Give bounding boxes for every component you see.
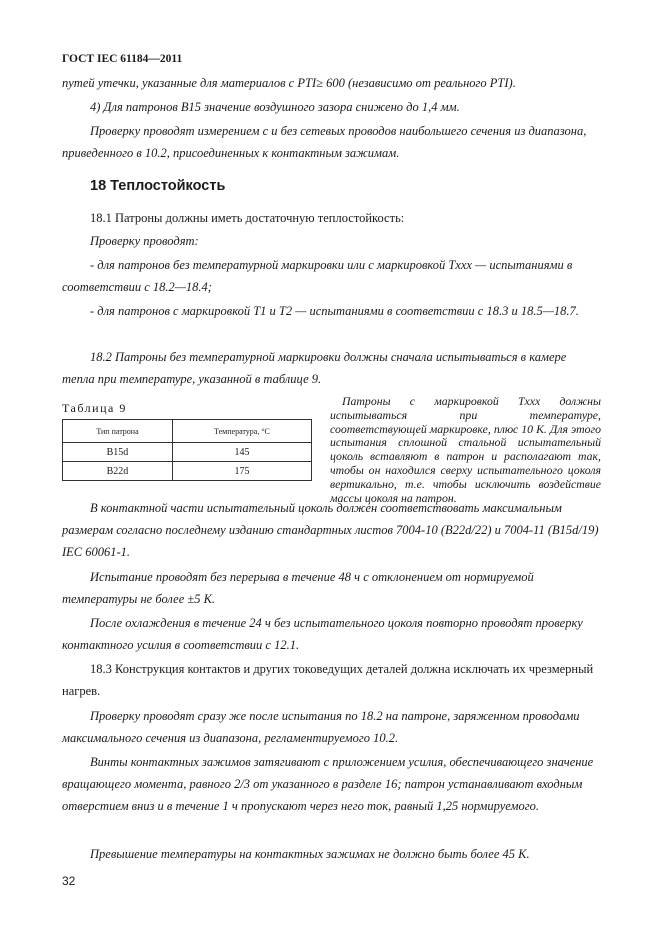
side-paragraph: Патроны с маркировкой Tххх должны испытываться при температуре, соответствующей маркировке, плюс 10 К. Для этого испытания сплошной стальной испытательный цоколь вставляют в патрон и располагают так, чтобы он находился сверху испытательного цоколя вертикально, т.е. чтобы исключить воздействие массы цоколя на патрон.	[330, 394, 601, 505]
clause-18-2: 18.2 Патроны без температурной маркировки должны сначала испытываться в камере тепла при температуре, указанной в таблице 9.	[62, 350, 567, 386]
standard-header: ГОСТ IEC 61184—2011	[62, 53, 183, 65]
table-cell: В15d	[63, 443, 173, 462]
body-paragraph-2: Испытание проводят без перерыва в течение 48 ч с отклонением от нормируемой температуры не более ±5 К.	[62, 570, 534, 606]
table-cell: 145	[172, 443, 311, 462]
body-paragraph-3: После охлаждения в течение 24 ч без испытательного цоколя повторно проводят проверку контактного усилия в соответствии с 12.1.	[62, 616, 583, 652]
table-row	[63, 443, 312, 462]
check-intro: Проверку проводят:	[90, 234, 199, 248]
table-header-type: Тип патрона	[63, 420, 173, 443]
page-number: 32	[62, 874, 76, 888]
body-paragraph-7: Превышение температуры на контактных зажимах не должно быть более 45 К.	[90, 847, 530, 861]
clause-18-3: 18.3 Конструкция контактов и других токоведущих деталей должна исключать их чрезмерный нагрев.	[62, 662, 594, 698]
section-heading: 18 Теплостойкость	[90, 178, 226, 194]
table-cell: В22d	[63, 462, 173, 481]
table-header-temperature: Температура, °С	[172, 420, 311, 443]
table-caption: Таблица 9	[62, 401, 127, 415]
intro-check-paragraph: Проверку проводят измерением с и без сетевых проводов наибольшего сечения из диапазона, приведенного в 10.2, присоединенных к контактным зажимам.	[62, 124, 587, 160]
list-item-1: - для патронов без температурной маркировки или с маркировкой Tххх — испытаниями в соответствии с 18.2—18.4;	[62, 258, 573, 294]
clause-18-1: 18.1 Патроны должны иметь достаточную теплостойкость:	[90, 211, 405, 225]
table-cell: 175	[172, 462, 311, 481]
body-paragraph-6: Винты контактных зажимов затягивают с приложением усилия, обеспечивающего значение вращающего момента, равного 2/3 от указанного в разделе 16; патрон устанавливают входным отверстием вниз и в течение 1 ч пропускают через него ток, равный 1,25 нормируемого.	[62, 755, 594, 813]
table-row	[63, 462, 312, 481]
body-paragraph-1: В контактной части испытательный цоколь должен соответствовать максимальным размерам согласно последнему изданию стандартных листов 7004-10 (В22d/22) и 7004-11 (В15d/19) IEC 60061-1.	[62, 501, 599, 559]
body-paragraph-5: Проверку проводят сразу же после испытания по 18.2 на патроне, заряженном проводами максимального сечения из диапазона, регламентируемого 10.2.	[62, 709, 580, 745]
list-item-2: - для патронов с маркировкой T1 и T2 — испытаниями в соответствии с 18.3 и 18.5—18.7.	[90, 304, 579, 318]
intro-note-4: 4) Для патронов В15 значение воздушного зазора снижено до 1,4 мм.	[90, 100, 460, 114]
temperature-table	[62, 419, 312, 481]
intro-line-1: путей утечки, указанные для материалов с PTI≥ 600 (независимо от реального PTI).	[62, 76, 516, 90]
